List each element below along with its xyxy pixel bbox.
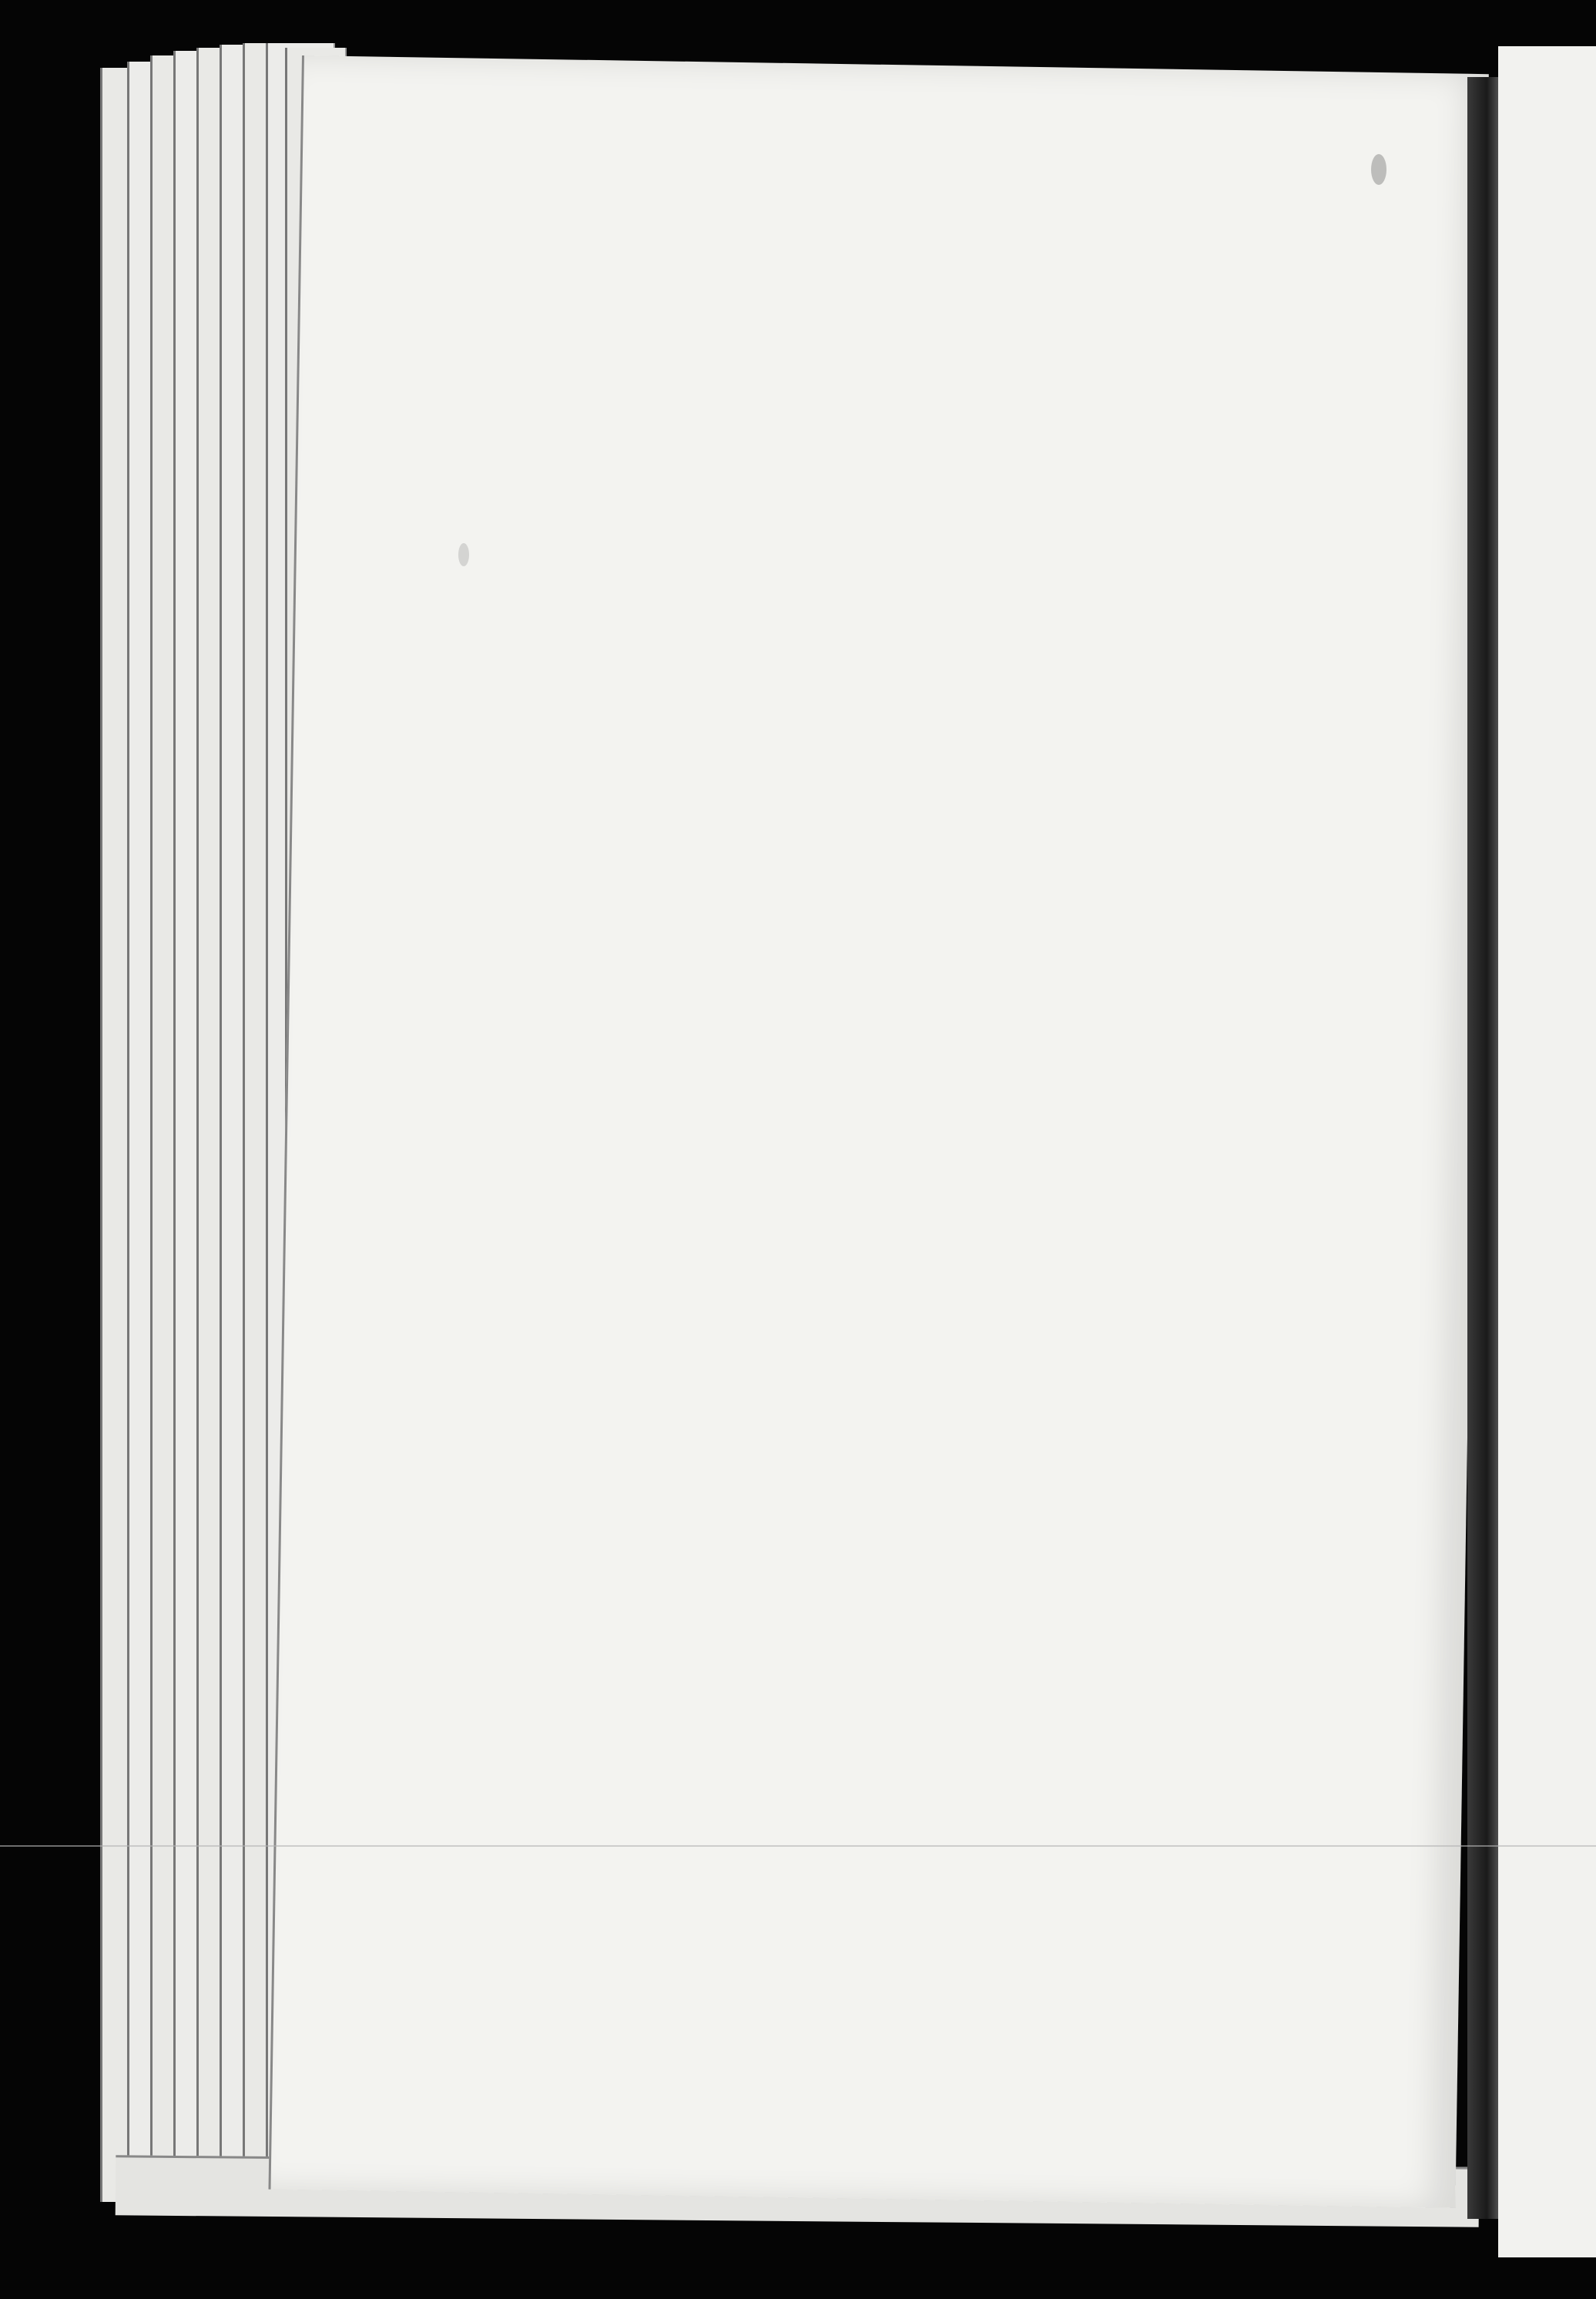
page-smudge	[458, 543, 469, 566]
left-page	[268, 55, 1488, 2208]
left-page-text	[491, 216, 1440, 380]
scan-line-artifact	[0, 1845, 1596, 1847]
book-gutter	[1467, 77, 1500, 2219]
page-smudge	[1371, 154, 1386, 185]
right-page	[1498, 46, 1596, 2257]
